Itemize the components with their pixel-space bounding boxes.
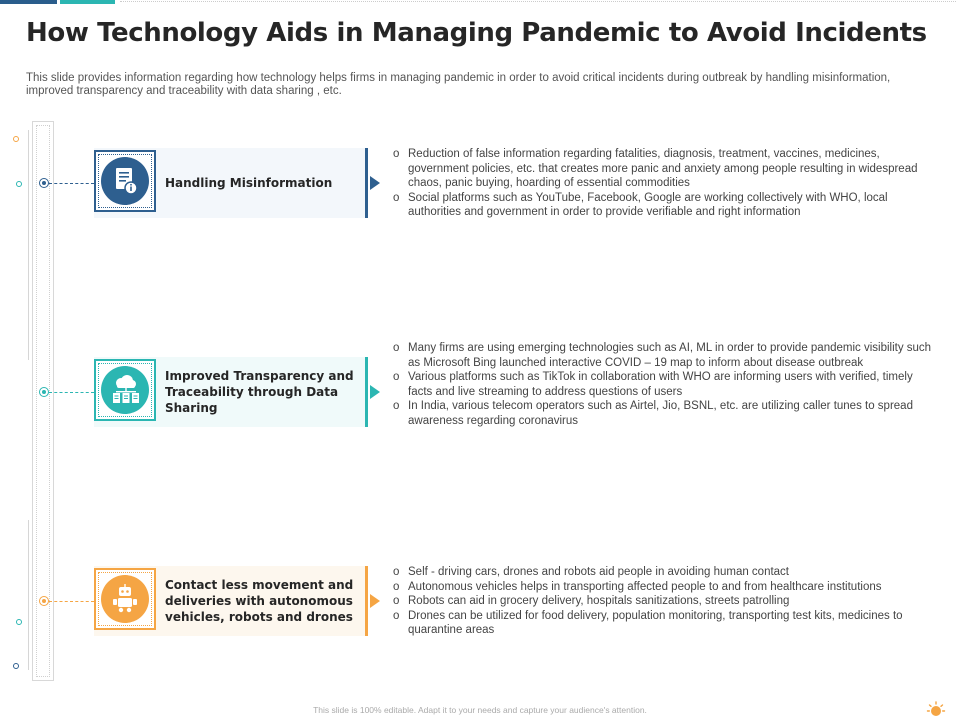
deco-dot	[16, 619, 22, 625]
connector-3	[49, 601, 94, 602]
list-item: o Various platforms such as TikTok in collaboration with WHO are informing users with verified, timely facts and live streaming to address questions of users	[392, 370, 932, 399]
timeline-node-2	[39, 387, 49, 397]
deco-dot	[16, 181, 22, 187]
list-item: o Social platforms such as YouTube, Facebook, Google are working collectively with WHO, local authorities and government in order to provide verifiable and right information	[392, 191, 932, 220]
slide-title: How Technology Aids in Managing Pandemic to Avoid Incidents	[26, 18, 927, 48]
list-item: o Autonomous vehicles helps in transporting affected people to and from healthcare institutions	[392, 580, 932, 595]
topic-label: Contact less movement and deliveries with autonomous vehicles, robots and drones	[165, 578, 354, 624]
top-accent-bar-teal	[60, 0, 115, 4]
list-item: o Robots can aid in grocery delivery, hospitals sanitizations, streets patrolling	[392, 594, 932, 609]
list-item: o Many firms are using emerging technologies such as AI, ML in order to provide pandemic visibility such as Microsoft Bing launched interactive COVID – 19 map to inform about disease outbreak	[392, 341, 932, 370]
bullet-list-transparency	[392, 341, 932, 428]
robot-icon	[94, 568, 156, 630]
deco-dot	[13, 663, 19, 669]
footer-note: This slide is 100% editable. Adapt it to your needs and capture your audience's attention.	[313, 705, 647, 715]
list-item: o In India, various telecom operators such as Airtel, Jio, BSNL, etc. are utilizing caller tunes to spread awareness regarding coronavirus	[392, 399, 932, 428]
top-dotted-rule	[120, 1, 956, 2]
deco-line	[28, 520, 29, 670]
document-info-icon	[94, 150, 156, 212]
top-accent-bar-blue	[0, 0, 57, 4]
timeline-node-3	[39, 596, 49, 606]
topic-card-transparency	[94, 357, 368, 427]
list-item: o Drones can be utilized for food delivery, population monitoring, transporting test kits, medicines to quarantine areas	[392, 609, 932, 638]
bullet-list-contactless	[392, 565, 932, 638]
topic-label: Improved Transparency and Traceability through Data Sharing	[165, 369, 354, 415]
deco-dot	[13, 136, 19, 142]
topic-card-contactless	[94, 566, 368, 636]
connector-1	[49, 183, 94, 184]
sun-icon	[926, 700, 946, 720]
timeline-node-1	[39, 178, 49, 188]
deco-line	[28, 130, 29, 360]
list-item: o Reduction of false information regarding fatalities, diagnosis, treatment, vaccines, medicines, government policies, etc. that creates more panic and anxiety among people resulting in widespread chaos, panic buying, hoarding of essential commodities	[392, 147, 932, 191]
topic-card-misinformation	[94, 148, 368, 218]
connector-2	[49, 392, 94, 393]
topic-label: Handling Misinformation	[165, 176, 333, 190]
bullet-list-misinformation	[392, 147, 932, 220]
slide-description: This slide provides information regarding how technology helps firms in managing pandemic in order to avoid critical incidents during outbreak by handling misinformation, improved transparency and traceability with data sharing , etc.	[26, 72, 891, 97]
list-item: o Self - driving cars, drones and robots aid people in avoiding human contact	[392, 565, 932, 580]
cloud-data-sharing-icon	[94, 359, 156, 421]
